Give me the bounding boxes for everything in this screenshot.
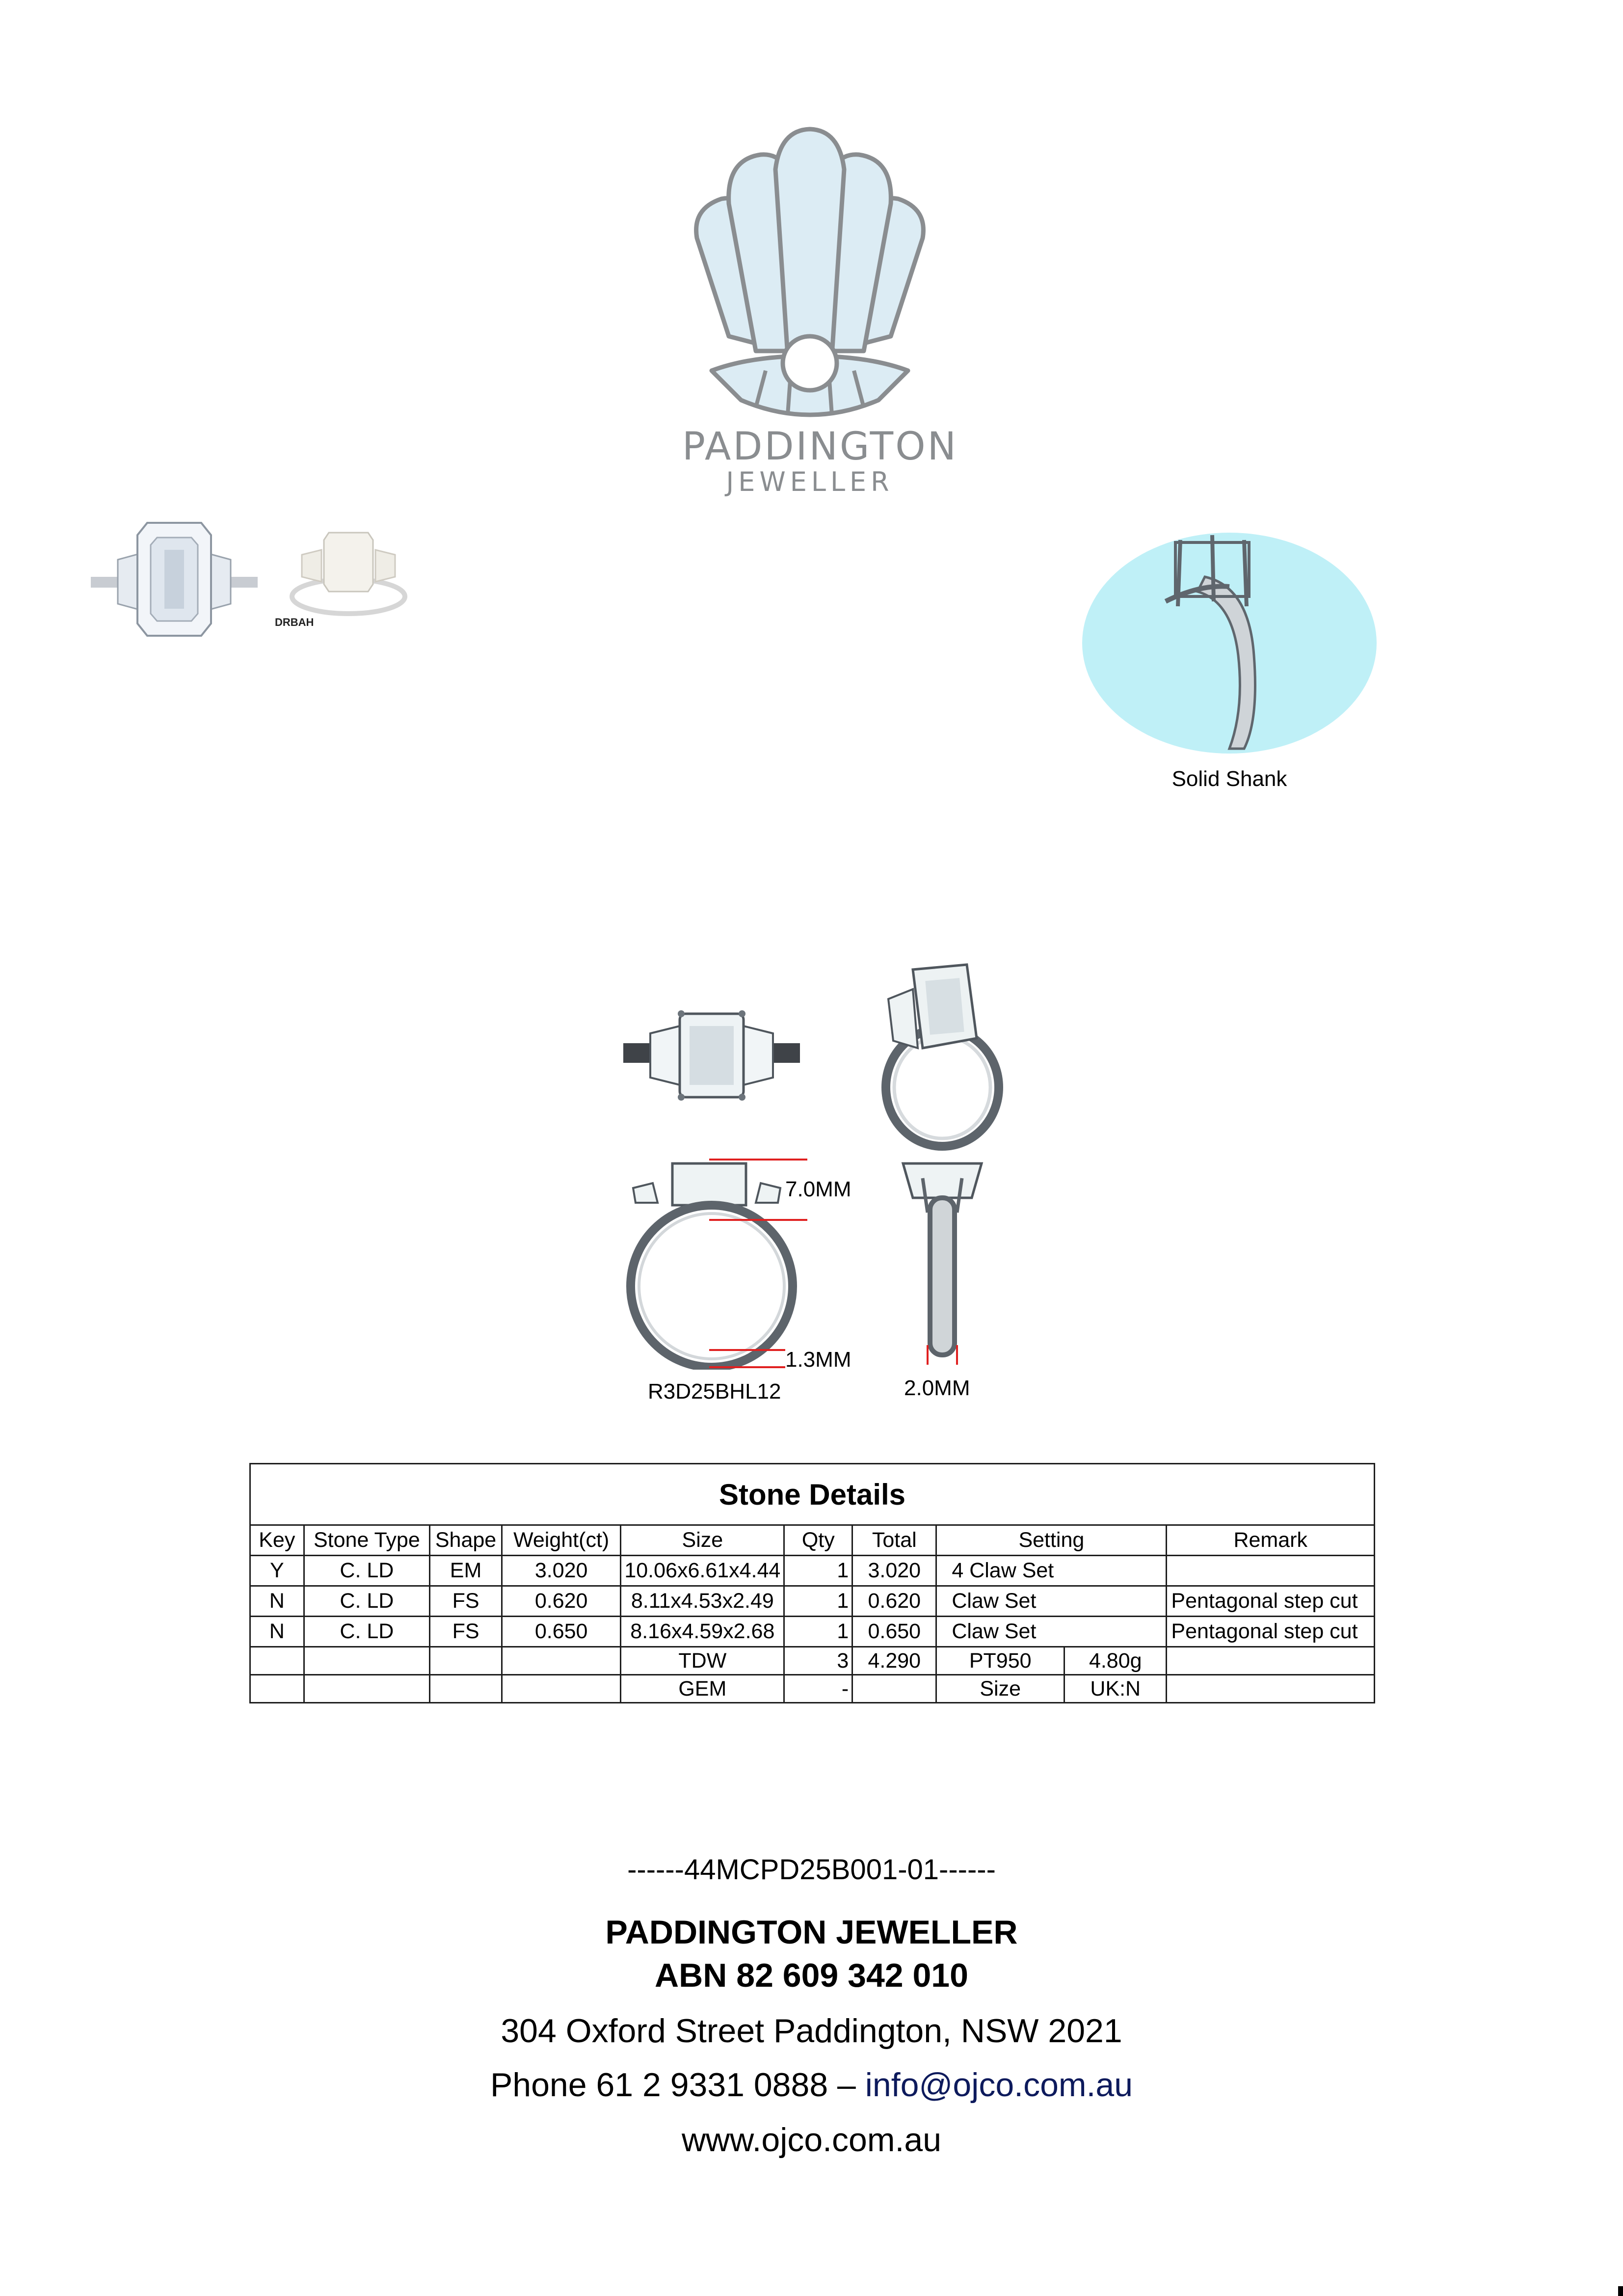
header-total: Total	[852, 1525, 936, 1556]
order-reference-number: ------44MCPD25B001-01------	[627, 1854, 996, 1886]
empty-cell	[304, 1675, 430, 1703]
cell-shape: FS	[430, 1586, 502, 1617]
tdw-row	[250, 1647, 1375, 1675]
metal-weight: 4.80g	[1064, 1647, 1167, 1675]
cell-remark	[1167, 1556, 1375, 1586]
table-header-row	[250, 1525, 1375, 1556]
empty-cell	[502, 1647, 620, 1675]
table-row	[250, 1556, 1375, 1586]
cell-setting: Claw Set	[936, 1617, 1167, 1647]
header-stone-type: Stone Type	[304, 1525, 430, 1556]
metal-type: PT950	[936, 1647, 1064, 1675]
header-remark: Remark	[1167, 1525, 1375, 1556]
cell-setting: 4 Claw Set	[936, 1556, 1167, 1586]
tdw-total: 4.290	[852, 1647, 936, 1675]
dimension-top-height: 7.0MM	[785, 1177, 851, 1201]
cell-stone-type: C. LD	[304, 1617, 430, 1647]
table-row	[250, 1617, 1375, 1647]
empty-cell	[304, 1647, 430, 1675]
logo-wordmark-line2: JEWELLER	[726, 466, 894, 497]
ring-front-view	[623, 1154, 810, 1370]
cell-qty: 1	[784, 1586, 852, 1617]
header-setting: Setting	[936, 1525, 1167, 1556]
header-size: Size	[621, 1525, 784, 1556]
empty-cell	[1167, 1675, 1375, 1703]
contact-line	[0, 2066, 1623, 2104]
cell-key: N	[250, 1617, 304, 1647]
dimension-band-thickness: 1.3MM	[785, 1348, 851, 1372]
tdw-qty: 3	[784, 1647, 852, 1675]
cell-shape: FS	[430, 1617, 502, 1647]
ring-perspective-view	[864, 955, 1011, 1151]
header-weight: Weight(ct)	[502, 1525, 620, 1556]
gem-qty: -	[784, 1675, 852, 1703]
reference-ring-photo-angle	[287, 523, 410, 621]
ring-size-label: Size	[936, 1675, 1064, 1703]
company-name: PADDINGTON JEWELLER	[605, 1914, 1018, 1951]
cell-weight: 0.620	[502, 1586, 620, 1617]
header-key: Key	[250, 1525, 304, 1556]
corner-mark	[1618, 2286, 1623, 2296]
email-link[interactable]: info@ojco.com.au	[865, 2066, 1133, 2104]
cell-key: N	[250, 1586, 304, 1617]
empty-cell	[430, 1647, 502, 1675]
cell-total: 0.620	[852, 1586, 936, 1617]
phone-number: Phone 61 2 9331 0888 –	[490, 2066, 856, 2104]
gem-label: GEM	[621, 1675, 784, 1703]
company-logo	[682, 125, 958, 503]
cell-size: 10.06x6.61x4.44	[621, 1556, 784, 1586]
empty-cell	[852, 1675, 936, 1703]
cell-stone-type: C. LD	[304, 1556, 430, 1586]
ring-size-value: UK:N	[1064, 1675, 1167, 1703]
company-address: 304 Oxford Street Paddington, NSW 2021	[501, 2012, 1122, 2050]
reference-ring-photo-front	[91, 513, 258, 646]
empty-cell	[250, 1647, 304, 1675]
solid-shank-illustration	[1082, 533, 1377, 754]
cell-stone-type: C. LD	[304, 1586, 430, 1617]
website-link[interactable]: www.ojco.com.au	[681, 2121, 942, 2159]
cell-total: 0.650	[852, 1617, 936, 1647]
cell-key: Y	[250, 1556, 304, 1586]
header-shape: Shape	[430, 1525, 502, 1556]
header-qty: Qty	[784, 1525, 852, 1556]
reference-code: DRBAH	[275, 616, 314, 628]
cell-weight: 3.020	[502, 1556, 620, 1586]
ring-top-view	[623, 1006, 800, 1105]
stone-details-table	[249, 1463, 1375, 1703]
model-code: R3D25BHL12	[648, 1379, 781, 1404]
cell-total: 3.020	[852, 1556, 936, 1586]
dimension-band-width: 2.0MM	[904, 1376, 970, 1400]
solid-shank-label: Solid Shank	[1171, 767, 1287, 791]
gem-row	[250, 1675, 1375, 1703]
empty-cell	[502, 1675, 620, 1703]
cell-remark: Pentagonal step cut	[1167, 1586, 1375, 1617]
table-row	[250, 1586, 1375, 1617]
tdw-label: TDW	[621, 1647, 784, 1675]
cell-setting: Claw Set	[936, 1586, 1167, 1617]
cell-size: 8.11x4.53x2.49	[621, 1586, 784, 1617]
stone-details-title: Stone Details	[250, 1464, 1375, 1525]
cell-qty: 1	[784, 1556, 852, 1586]
cell-shape: EM	[430, 1556, 502, 1586]
empty-cell	[250, 1675, 304, 1703]
cell-qty: 1	[784, 1617, 852, 1647]
shell-logo-icon	[682, 125, 937, 420]
empty-cell	[430, 1675, 502, 1703]
cell-size: 8.16x4.59x2.68	[621, 1617, 784, 1647]
empty-cell	[1167, 1647, 1375, 1675]
cell-remark: Pentagonal step cut	[1167, 1617, 1375, 1647]
ring-side-view	[893, 1159, 991, 1365]
cell-weight: 0.650	[502, 1617, 620, 1647]
logo-wordmark-line1: PADDINGTON	[682, 425, 958, 469]
company-abn: ABN 82 609 342 010	[655, 1957, 968, 1994]
